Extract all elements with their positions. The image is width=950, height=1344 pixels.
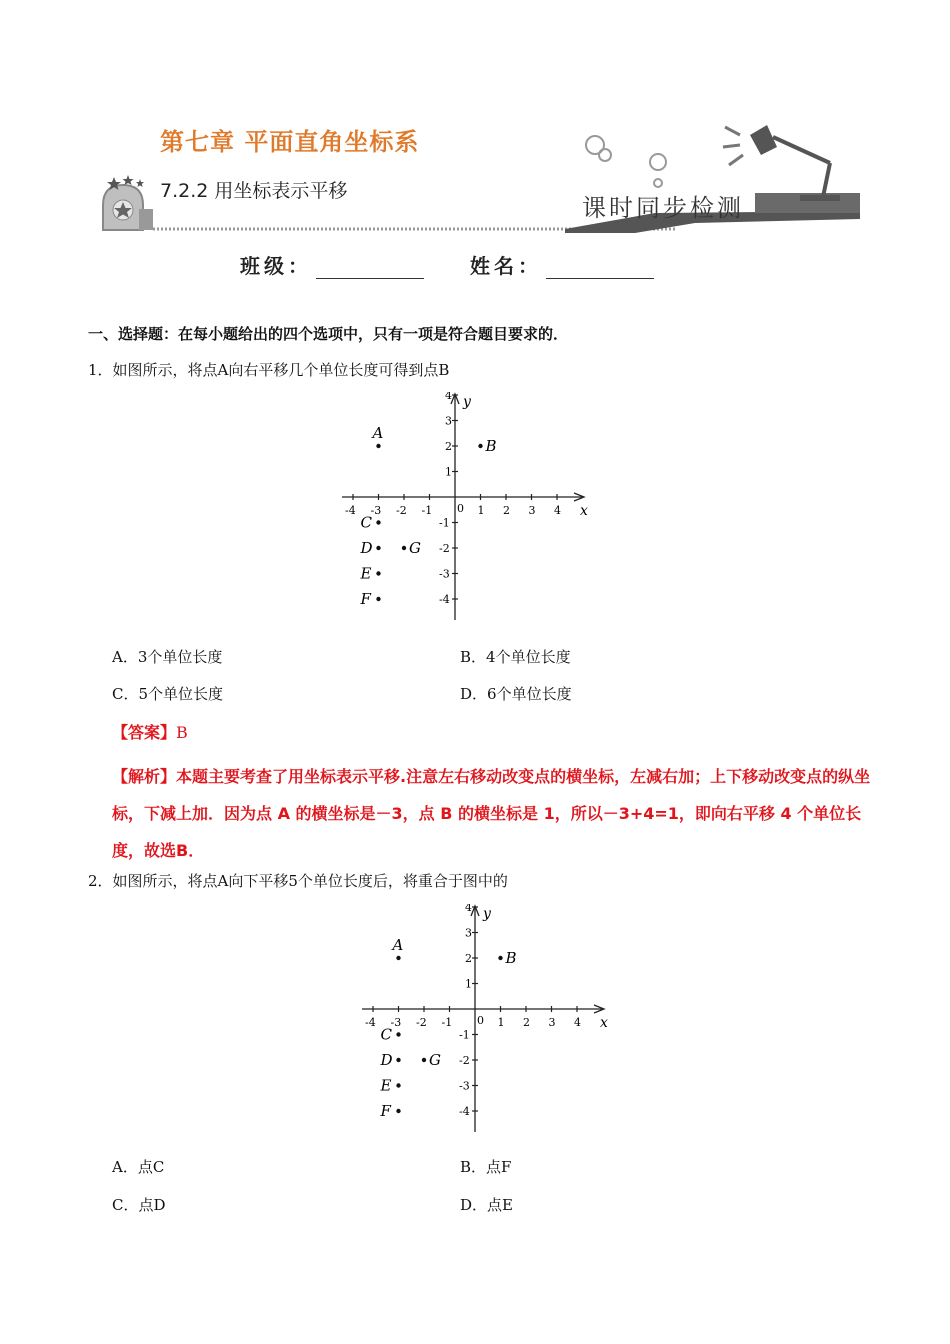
x-tick-label: 1 [477,504,485,517]
q1-number: 1． [88,361,113,379]
point-f [396,1109,400,1113]
section-heading: 一、选择题：在每小题给出的四个选项中，只有一项是符合题目要求的． [88,325,569,343]
point-a [376,444,380,448]
star-badge-icon [103,175,153,230]
q2-stem [88,870,508,891]
y-tick-label: 3 [465,926,472,940]
y-tick-label: -2 [439,542,450,555]
point-b [498,956,502,960]
origin-label: 0 [477,1014,484,1027]
x-tick-label: 3 [548,1016,556,1029]
y-axis-label: y [483,906,491,922]
y-tick-label: 1 [445,465,452,479]
point-label-f: F [360,590,371,608]
x-tick-label: -4 [365,1016,376,1029]
q1-answer [112,720,188,743]
point-label-d: D [380,1051,393,1069]
y-tick-label: -3 [459,1079,470,1093]
y-tick-label: -4 [459,1105,470,1118]
point-e [376,571,380,575]
name-field [470,250,654,279]
class-field [240,250,424,279]
point-label-e: E [360,564,372,583]
q2-number: 2． [88,872,113,890]
x-tick-label: -2 [416,1016,427,1029]
point-d [376,546,380,550]
point-a [396,956,400,960]
point-d [396,1058,400,1062]
q1-analysis-label: 【解析】 [112,767,177,786]
point-b [478,444,482,448]
y-tick-label: 2 [465,952,472,965]
q2-option-c[interactable]: C．点D [112,1196,166,1214]
point-label-g: G [429,1051,441,1069]
q2-text: 如图所示，将点A向下平移5个单位长度后，将重合于图中的 [112,872,508,890]
x-tick-label: -1 [421,504,433,517]
y-tick-label: 4 [445,392,452,402]
point-f [376,597,380,601]
point-label-c: C [380,1025,392,1044]
origin-label: 0 [457,502,464,515]
q1-option-a[interactable]: A．3个单位长度 [112,648,223,666]
point-c [396,1032,400,1036]
x-tick-label: 2 [523,1016,530,1029]
name-label: 姓名： [470,254,542,278]
q1-option-b[interactable]: B．4个单位长度 [460,648,571,666]
point-label-f: F [380,1102,391,1120]
y-tick-label: -1 [439,516,450,530]
y-tick-label: 2 [445,440,452,453]
y-tick-label: -2 [459,1054,470,1067]
q1-option-d[interactable]: D．6个单位长度 [460,685,572,703]
q1-coordinate-graph [330,392,600,627]
point-label-c: C [360,513,372,532]
y-tick-label: 1 [465,977,472,991]
point-label-a: A [372,424,384,442]
point-g [422,1058,426,1062]
y-tick-label: 4 [465,904,472,914]
q1-analysis [112,758,872,869]
x-tick-label: -1 [441,1016,453,1029]
y-tick-label: 3 [445,414,452,428]
name-blank[interactable] [546,258,654,279]
q1-stem [88,359,449,380]
y-tick-label: -3 [439,567,450,581]
section-title: 7.2.2 用坐标表示平移 [160,180,348,202]
x-tick-label: 3 [528,504,536,517]
point-label-d: D [360,539,373,557]
class-blank[interactable] [316,258,424,279]
x-tick-label: -3 [370,504,382,517]
y-axis-label: y [463,394,471,410]
x-axis-label: x [600,1015,608,1031]
q2-coordinate-graph [350,904,620,1139]
y-tick-label: -1 [459,1028,470,1042]
chapter-title: 第七章 平面直角坐标系 [160,127,420,156]
x-tick-label: 4 [554,504,561,517]
q2-option-a[interactable]: A．点C [112,1158,165,1176]
brand-text: 课时同步检测 [582,194,744,222]
y-tick-label: -4 [439,593,450,606]
point-label-g: G [409,539,421,557]
point-e [396,1083,400,1087]
q1-analysis-text: 本题主要考查了用坐标表示平移.注意左右移动改变点的横坐标，左减右加；上下移动改变点的纵坐标，下减上加．因为点 A 的横坐标是－3，点 B 的横坐标是 1，所以－3+4=1，即向右平移 4 个单位长度，故选B． [112,767,871,860]
point-label-b: B [485,437,497,455]
point-label-a: A [392,936,404,954]
point-label-e: E [380,1076,392,1095]
point-label-b: B [505,949,517,967]
x-tick-label: 4 [574,1016,581,1029]
point-c [376,520,380,524]
q2-option-b[interactable]: B．点F [460,1158,512,1176]
bubble-icon [586,136,666,187]
q1-option-c[interactable]: C．5个单位长度 [112,685,224,703]
q2-option-d[interactable]: D．点E [460,1196,513,1214]
x-tick-label: -4 [345,504,356,517]
x-tick-label: -2 [396,504,407,517]
x-tick-label: -3 [390,1016,402,1029]
x-tick-label: 2 [503,504,510,517]
q1-answer-label: 【答案】 [112,723,177,742]
class-label: 班级： [240,254,312,278]
q1-answer-value: B [176,723,188,742]
x-tick-label: 1 [497,1016,505,1029]
point-g [402,546,406,550]
q1-text: 如图所示，将点A向右平移几个单位长度可得到点B [112,361,450,379]
x-axis-label: x [580,503,588,519]
